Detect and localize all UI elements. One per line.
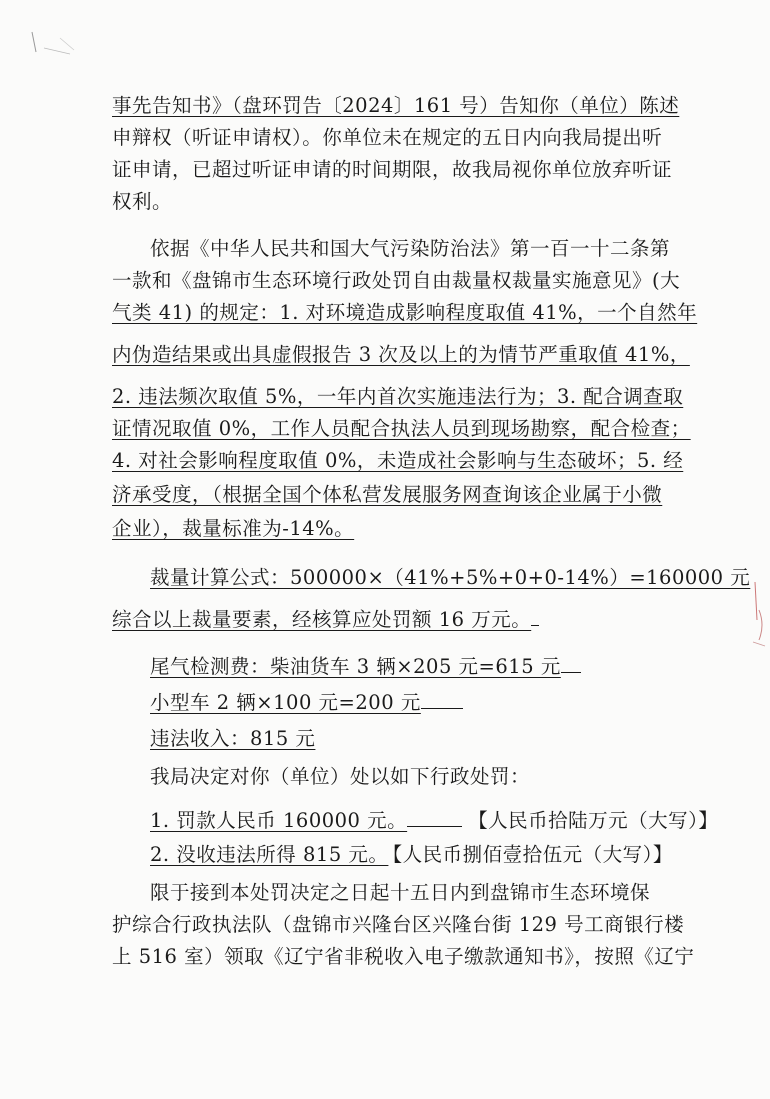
payment-paragraph-line-3: 上 516 室）领取《辽宁省非税收入电子缴款通知书》，按照《辽宁 bbox=[112, 945, 695, 968]
paragraph-2-line-8: 济承受度，（根据全国个体私营发展服务网查询该企业属于小微 bbox=[112, 483, 663, 506]
paragraph-line-4: 权利。 bbox=[112, 190, 173, 213]
scan-artifact-mark bbox=[30, 30, 90, 60]
penalty-decision-intro: 我局决定对你（单位）处以如下行政处罚： bbox=[150, 765, 531, 788]
paragraph-line-1: 事先告知书》（盘环罚告〔2024〕161 号）告知你（单位）陈述 bbox=[112, 94, 680, 117]
paragraph-2-line-5: 2. 违法频次取值 5%，一年内首次实施违法行为；3. 配合调查取 bbox=[112, 385, 684, 408]
payment-paragraph-line-1: 限于接到本处罚决定之日起十五日内到盘锦市生态环境保 bbox=[150, 881, 651, 904]
paragraph-2-line-4: 内伪造结果或出具虚假报告 3 次及以上的为情节严重取值 41%， bbox=[112, 343, 690, 366]
paragraph-2-line-1: 依据《中华人民共和国大气污染防治法》第一百一十二条第 bbox=[150, 237, 671, 260]
small-vehicle-fee-line: 小型车 2 辆×100 元=200 元 bbox=[150, 688, 463, 716]
penalty-item-2-amount-words: 【人民币捌佰壹拾伍元（大写）】 bbox=[392, 843, 673, 866]
paragraph-line-2: 申辩权（听证申请权）。你单位未在规定的五日内向我局提出听 bbox=[112, 126, 663, 149]
exhaust-test-fee-line: 尾气检测费：柴油货车 3 辆×205 元=615 元 bbox=[150, 652, 581, 680]
calculation-formula: 裁量计算公式：500000×（41%+5%+0+0-14%）=160000 元 bbox=[150, 566, 751, 589]
paragraph-2-line-6: 证情况取值 0%，工作人员配合执法人员到现场勘察，配合检查； bbox=[112, 417, 691, 440]
paragraph-2-line-7: 4. 对社会影响程度取值 0%，未造成社会影响与生态破坏；5. 经 bbox=[112, 449, 684, 472]
penalty-item-1: 1. 罚款人民币 160000 元。 【人民币拾陆万元（大写）】 bbox=[150, 806, 718, 834]
paragraph-line-3: 证申请，已超过听证申请的时间期限，故我局视你单位放弃听证 bbox=[112, 158, 673, 181]
paragraph-2-line-2: 一款和《盘锦市生态环境行政处罚自由裁量权裁量实施意见》(大 bbox=[112, 269, 681, 292]
calculation-summary: 综合以上裁量要素，经核算应处罚额 16 万元。 bbox=[112, 605, 539, 633]
paragraph-2-line-9: 企业），裁量标准为-14%。 bbox=[112, 517, 355, 540]
stamp-edge-mark bbox=[735, 580, 770, 670]
paragraph-2-line-3: 气类 41) 的规定：1. 对环境造成影响程度取值 41%，一个自然年 bbox=[112, 301, 698, 324]
penalty-item-1-amount-words: 【人民币拾陆万元（大写）】 bbox=[468, 809, 719, 832]
illegal-income-line: 违法收入：815 元 bbox=[150, 727, 316, 750]
payment-paragraph-line-2: 护综合行政执法队（盘锦市兴隆台区兴隆台街 129 号工商银行楼 bbox=[112, 913, 685, 936]
penalty-item-2: 2. 没收违法所得 815 元。 【人民币捌佰壹拾伍元（大写）】 bbox=[150, 843, 673, 866]
